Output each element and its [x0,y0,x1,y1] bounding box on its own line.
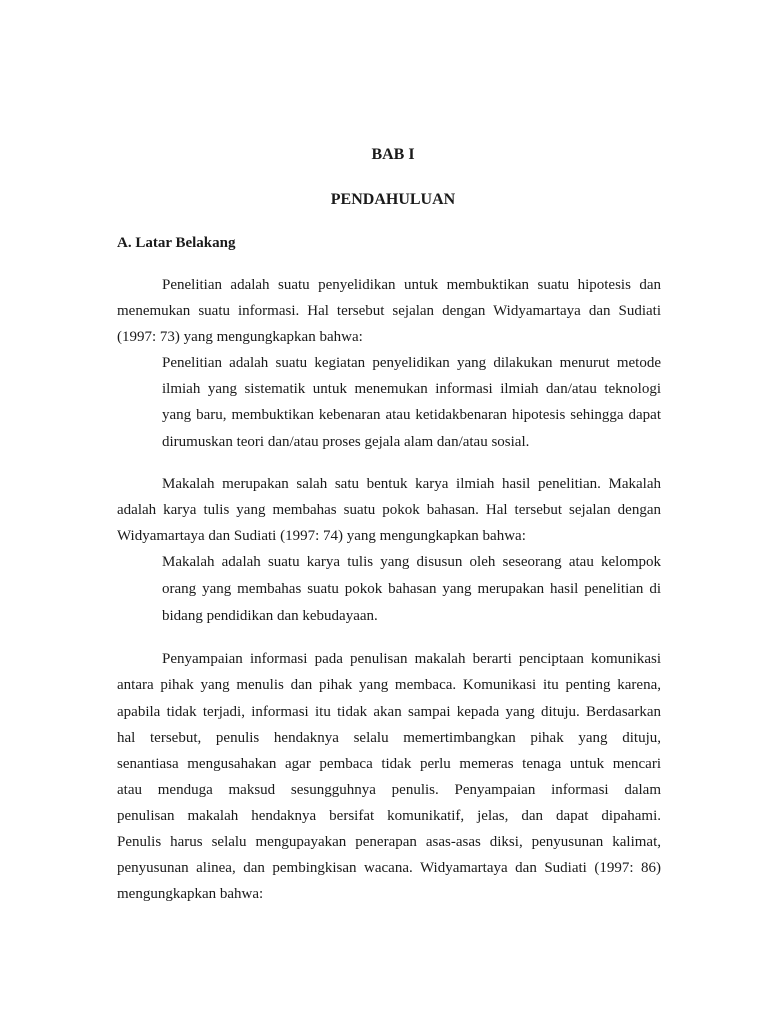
quote-line: orang yang membahas suatu pokok bahasan yang merupakan hasil penelitian di [162,581,661,597]
paragraph-line: Penyampaian informasi pada penulisan makalah berarti penciptaan komunikasi [162,651,661,667]
quote-line: dirumuskan teori dan/atau proses gejala alam dan/atau sosial. [162,434,530,450]
quote-line: yang baru, membuktikan kebenaran atau ketidakbenaran hipotesis sehingga dapat [162,407,661,423]
paragraph-line: mengungkapkan bahwa: [117,886,264,902]
paragraph-line: penulisan makalah hendaknya bersifat komunikatif, jelas, dan dapat dipahami. [117,808,661,824]
paragraph-line: Penelitian adalah suatu penyelidikan untuk membuktikan suatu hipotesis dan [162,277,661,293]
quote-line: bidang pendidikan dan kebudayaan. [162,608,378,624]
quote-line: Makalah adalah suatu karya tulis yang disusun oleh seseorang atau kelompok [162,554,661,570]
section-heading: A. Latar Belakang [117,235,236,251]
paragraph-line: Penulis harus selalu mengupayakan penerapan asas-asas diksi, penyusunan kalimat, [117,834,661,850]
paragraph-line: menemukan suatu informasi. Hal tersebut sejalan dengan Widyamartaya dan Sudiati [117,303,661,319]
quote-line: Penelitian adalah suatu kegiatan penyelidikan yang dilakukan menurut metode [162,355,661,371]
paragraph-line: Widyamartaya dan Sudiati (1997: 74) yang mengungkapkan bahwa: [117,528,526,544]
paragraph-line: adalah karya tulis yang membahas suatu pokok bahasan. Hal tersebut sejalan dengan [117,502,661,518]
paragraph-line: apabila tidak terjadi, informasi itu tidak akan sampai kepada yang dituju. Berdasarkan [117,704,661,720]
chapter-heading: BAB I [371,146,415,163]
paragraph-line: Makalah merupakan salah satu bentuk karya ilmiah hasil penelitian. Makalah [162,476,661,492]
paragraph-line: (1997: 73) yang mengungkapkan bahwa: [117,329,363,345]
chapter-title: PENDAHULUAN [330,191,456,208]
paragraph-line: atau menduga maksud sesungguhnya penulis. Penyampaian informasi dalam [117,782,661,798]
quote-line: ilmiah yang sistematik untuk menemukan informasi ilmiah dan/atau teknologi [162,381,661,397]
paragraph-line: senantiasa mengusahakan agar pembaca tidak perlu memeras tenaga untuk mencari [117,756,661,772]
paragraph-line: hal tersebut, penulis hendaknya selalu memertimbangkan pihak yang dituju, [117,730,661,746]
paragraph-line: antara pihak yang menulis dan pihak yang membaca. Komunikasi itu penting karena, [117,677,661,693]
paragraph-line: penyusunan alinea, dan pembingkisan wacana. Widyamartaya dan Sudiati (1997: 86) [117,860,661,876]
